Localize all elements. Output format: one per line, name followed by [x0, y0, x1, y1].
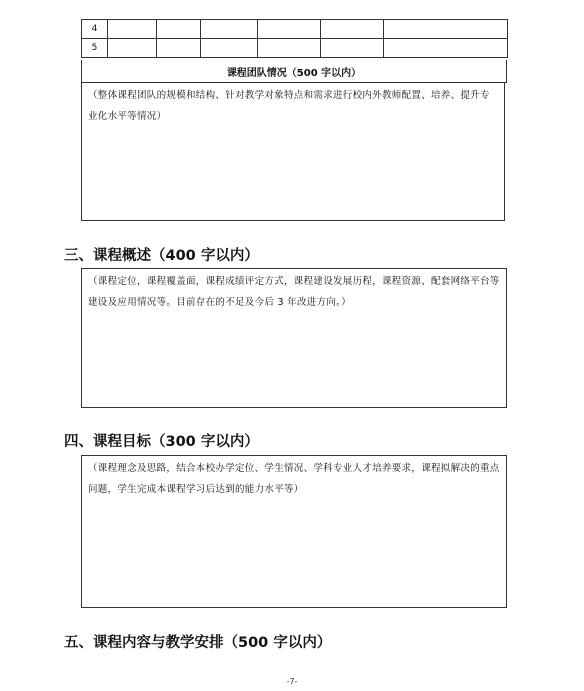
table-cell[interactable]: [321, 39, 384, 58]
section3-heading: 三、课程概述（400 字以内）: [64, 248, 259, 264]
table-cell[interactable]: [108, 39, 157, 58]
row-number: 5: [82, 39, 108, 58]
section4-box[interactable]: [81, 455, 507, 608]
table-cell[interactable]: [201, 39, 258, 58]
table-cell[interactable]: [157, 39, 201, 58]
table-cell[interactable]: [201, 20, 258, 39]
page-number: -7-: [286, 677, 298, 686]
row-number: 4: [82, 20, 108, 39]
team-section-instruction: （整体课程团队的规模和结构、针对教学对象特点和需求进行校内外教师配置、培养、提升专业化水平等情况）: [88, 90, 490, 122]
table-cell[interactable]: [108, 20, 157, 39]
table-cell[interactable]: [258, 39, 321, 58]
table-row: [82, 20, 508, 39]
section4-instruction: （课程理念及思路，结合本校办学定位、学生情况、学科专业人才培养要求，课程拟解决的重点问题，学生完成本课程学习后达到的能力水平等）: [88, 463, 500, 495]
section3-box[interactable]: [81, 268, 507, 408]
table-cell[interactable]: [384, 20, 508, 39]
team-section-header: 课程团队情况（500 字以内）: [81, 60, 507, 83]
table-cell[interactable]: [258, 20, 321, 39]
section5-heading: 五、课程内容与教学安排（500 字以内）: [64, 635, 332, 651]
table-cell[interactable]: [384, 39, 508, 58]
team-section-box[interactable]: [81, 83, 505, 221]
section4-heading: 四、课程目标（300 字以内）: [64, 434, 259, 450]
members-table: [81, 19, 507, 58]
table-cell[interactable]: [157, 20, 201, 39]
table-cell[interactable]: [321, 20, 384, 39]
section3-instruction: （课程定位，课程覆盖面，课程成绩评定方式，课程建设发展历程，课程资源、配套网络平台等建设及应用情况等。目前存在的不足及今后 3 年改进方向。）: [88, 276, 500, 308]
table-row: [82, 39, 508, 58]
